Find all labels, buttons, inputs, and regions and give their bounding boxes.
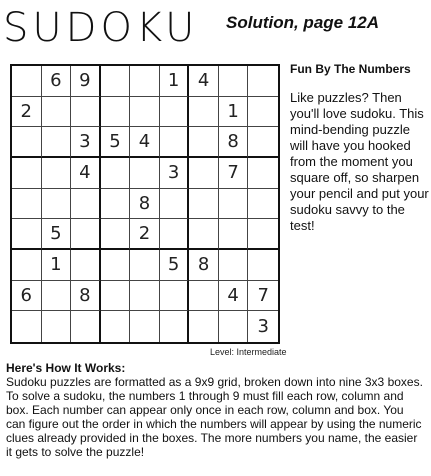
grid-cell[interactable]: 4	[71, 158, 101, 189]
grid-cell[interactable]	[248, 250, 278, 281]
grid-cell[interactable]	[42, 281, 72, 312]
grid-cell[interactable]	[71, 189, 101, 220]
grid-cell[interactable]: 1	[42, 250, 72, 281]
grid-cell[interactable]: 5	[42, 219, 72, 250]
grid-cell[interactable]	[101, 219, 131, 250]
grid-cell[interactable]: 8	[219, 127, 249, 158]
grid-cell[interactable]: 1	[219, 97, 249, 128]
grid-cell[interactable]: 3	[71, 127, 101, 158]
grid-cell[interactable]	[219, 66, 249, 97]
grid-cell[interactable]	[160, 97, 190, 128]
grid-cell[interactable]: 9	[71, 66, 101, 97]
grid-cell[interactable]	[219, 311, 249, 342]
grid-cell[interactable]	[12, 250, 42, 281]
grid-cell[interactable]	[12, 158, 42, 189]
grid-cell[interactable]	[189, 97, 219, 128]
grid-cell[interactable]	[219, 250, 249, 281]
grid-cell[interactable]: 6	[42, 66, 72, 97]
grid-cell[interactable]: 2	[130, 219, 160, 250]
puzzle-title: SUDOKU	[3, 5, 199, 51]
grid-cell[interactable]: 5	[160, 250, 190, 281]
grid-cell[interactable]	[101, 158, 131, 189]
grid-cell[interactable]	[42, 189, 72, 220]
grid-cell[interactable]	[189, 311, 219, 342]
grid-cell[interactable]	[71, 97, 101, 128]
grid-cell[interactable]	[189, 158, 219, 189]
grid-cell[interactable]	[160, 189, 190, 220]
grid-cell[interactable]: 4	[189, 66, 219, 97]
grid-cell[interactable]	[12, 66, 42, 97]
grid-cell[interactable]	[101, 66, 131, 97]
grid-cell[interactable]	[42, 127, 72, 158]
grid-cell[interactable]	[101, 311, 131, 342]
grid-cell[interactable]: 7	[219, 158, 249, 189]
grid-cell[interactable]	[130, 281, 160, 312]
grid-cell[interactable]: 3	[257, 316, 269, 338]
grid-cell[interactable]	[160, 127, 190, 158]
grid-cell[interactable]	[42, 158, 72, 189]
grid-cell[interactable]	[42, 311, 72, 342]
grid-cell[interactable]	[12, 311, 42, 342]
grid-cell[interactable]	[248, 127, 278, 158]
grid-cell[interactable]	[248, 189, 278, 220]
grid-cell[interactable]	[248, 66, 278, 97]
grid-cell[interactable]: 8	[130, 189, 160, 220]
side-heading: Fun By The Numbers	[290, 62, 411, 76]
grid-cell[interactable]	[219, 189, 249, 220]
grid-cell[interactable]	[12, 127, 42, 158]
difficulty-level: Level: Intermediate	[210, 347, 287, 357]
grid-cell[interactable]	[160, 311, 190, 342]
side-text: Like puzzles? Then you'll love sudoku. This mind-bending puzzle will have you hooked from the moment you square off, so sharpen your pencil and put your sudoku savvy to the test!	[290, 90, 429, 233]
solution-reference: Solution, page 12A	[226, 13, 380, 32]
grid-cell[interactable]	[160, 219, 190, 250]
grid-cell[interactable]	[189, 219, 219, 250]
grid-cell[interactable]	[12, 189, 42, 220]
grid-cell[interactable]	[248, 97, 278, 128]
grid-cell[interactable]	[248, 219, 278, 250]
grid-cell[interactable]: 1	[160, 66, 190, 97]
grid-cell[interactable]	[101, 250, 131, 281]
grid-cell[interactable]: 8	[71, 281, 101, 312]
grid-cell[interactable]	[130, 97, 160, 128]
grid-cell[interactable]	[130, 311, 160, 342]
grid-cell[interactable]	[71, 250, 101, 281]
instructions-heading: Here's How It Works:	[6, 361, 126, 375]
grid-cell[interactable]	[12, 219, 42, 250]
side-panel	[290, 62, 430, 234]
grid-cell[interactable]	[189, 189, 219, 220]
grid-cell[interactable]: 7	[248, 281, 278, 312]
grid-cell[interactable]	[130, 158, 160, 189]
grid-cell[interactable]	[189, 127, 219, 158]
grid-cell[interactable]	[160, 281, 190, 312]
grid-cell[interactable]	[42, 97, 72, 128]
grid-cell[interactable]: 2	[12, 97, 42, 128]
grid-cell[interactable]: 4	[219, 281, 249, 312]
grid-cell[interactable]	[130, 66, 160, 97]
grid-cell[interactable]	[189, 281, 219, 312]
grid-cell[interactable]: 8	[189, 250, 219, 281]
grid-cell[interactable]	[248, 158, 278, 189]
grid-cell[interactable]	[101, 281, 131, 312]
grid-cell[interactable]	[71, 311, 101, 342]
instructions-text: Sudoku puzzles are formatted as a 9x9 grid, broken down into nine 3x3 boxes. To solve a sudoku, the numbers 1 through 9 must fill each row, column and box. Each number can appear only once in each row, column and box. You can figure out the order in which the numbers will appear by using the numeric clues already provided in the boxes. The more numbers you name, the easier it gets to solve the puzzle!	[6, 375, 423, 459]
sudoku-grid	[10, 64, 280, 344]
grid-cell[interactable]: 6	[12, 281, 42, 312]
grid-cell[interactable]	[101, 97, 131, 128]
grid-cell[interactable]: 3	[160, 158, 190, 189]
grid-cell[interactable]	[101, 189, 131, 220]
grid-cell[interactable]: 4	[130, 127, 160, 158]
grid-cell[interactable]: 5	[101, 127, 131, 158]
grid-cell[interactable]	[219, 219, 249, 250]
grid-cell[interactable]	[71, 219, 101, 250]
grid-cell[interactable]	[130, 250, 160, 281]
